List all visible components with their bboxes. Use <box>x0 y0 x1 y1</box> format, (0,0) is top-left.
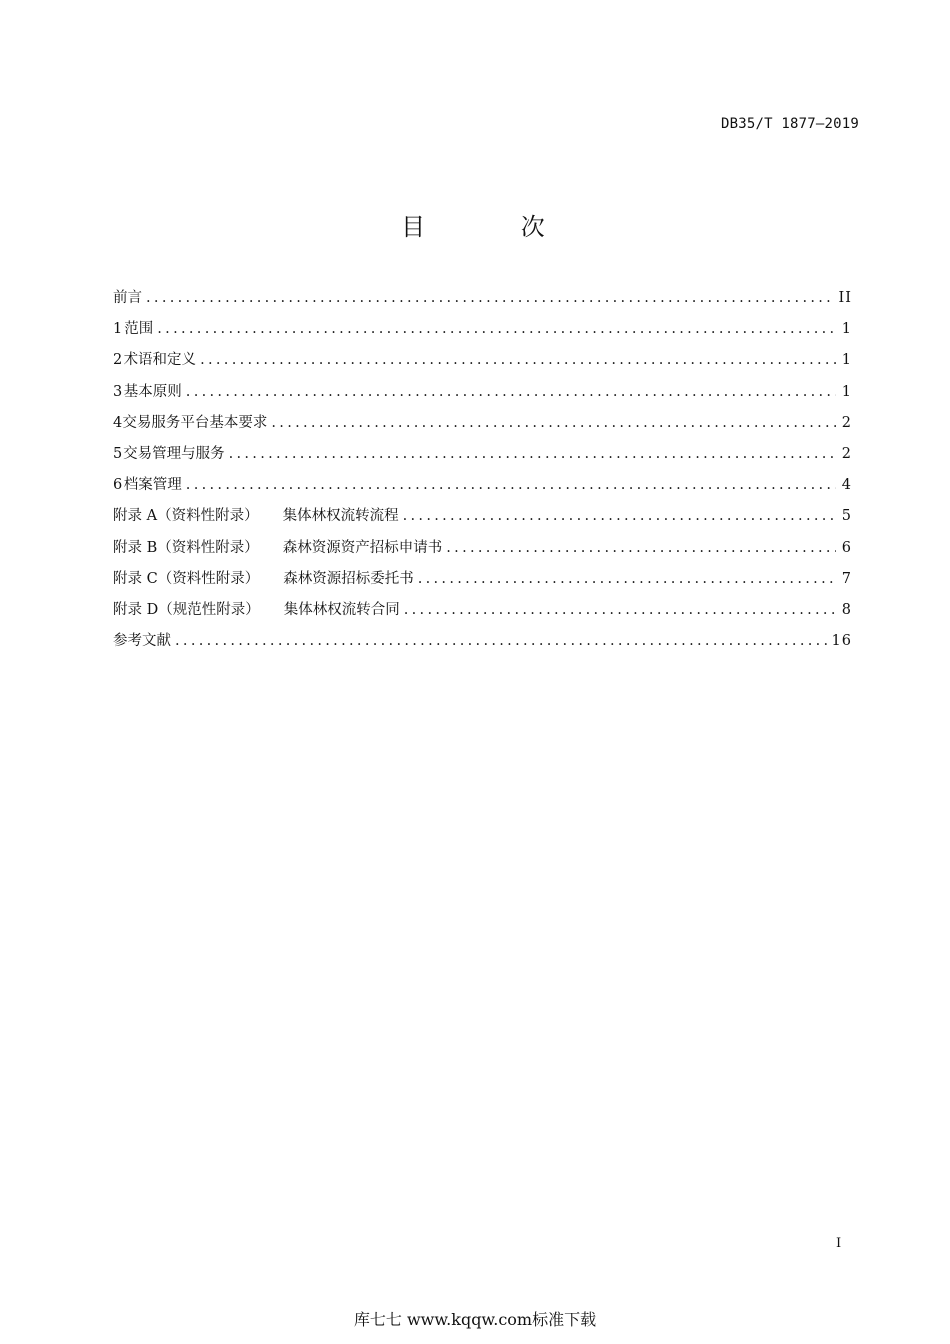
toc-leader-dots <box>200 352 836 368</box>
toc-leader-dots <box>186 384 836 400</box>
toc-entry-label: 集体林权流转流程 <box>282 508 399 525</box>
toc-entry-number: 4 <box>113 414 123 431</box>
toc-entry-number: 2 <box>113 352 123 369</box>
toc-leader-dots <box>186 477 836 493</box>
toc-entry-appendix-a[interactable] <box>113 504 852 535</box>
toc-entry-page: 16 <box>831 633 852 650</box>
toc-leader-dots <box>271 415 836 431</box>
toc-entry-trade-management[interactable] <box>113 442 852 473</box>
toc-appendix-label: 附录 B（资料性附录） <box>113 539 259 556</box>
toc-entry-label: 集体林权流转合同 <box>283 601 400 618</box>
toc-entry-page: 4 <box>841 477 852 494</box>
toc-entry-scope[interactable] <box>113 317 852 348</box>
toc-entry-label: 交易管理与服务 <box>123 445 225 462</box>
toc-leader-dots <box>446 540 836 556</box>
toc-entry-terms[interactable] <box>113 348 852 379</box>
toc-entry-appendix-c[interactable] <box>113 567 852 598</box>
toc-entry-page: 8 <box>841 601 852 618</box>
page-title: 目 次 <box>401 213 589 241</box>
table-of-contents <box>113 286 852 660</box>
toc-appendix-label: 附录 A（资料性附录） <box>113 508 259 525</box>
page-number: I <box>836 1236 842 1251</box>
toc-entry-page: 2 <box>841 414 852 431</box>
toc-entry-number: 6 <box>113 477 123 494</box>
toc-entry-label: 交易服务平台基本要求 <box>122 414 268 431</box>
toc-entry-page: 2 <box>841 445 852 462</box>
toc-leader-dots <box>175 633 828 649</box>
toc-entry-label: 档案管理 <box>123 477 182 494</box>
toc-leader-dots <box>404 602 836 618</box>
toc-entry-number: 5 <box>113 445 123 462</box>
toc-entry-label: 术语和定义 <box>123 352 197 369</box>
toc-leader-dots <box>403 508 836 524</box>
toc-entry-page: 5 <box>841 508 852 525</box>
toc-entry-page: 7 <box>841 570 852 587</box>
toc-entry-page: II <box>838 290 852 306</box>
toc-entry-label: 基本原则 <box>123 383 182 400</box>
toc-appendix-label: 附录 C（资料性附录） <box>113 570 260 587</box>
toc-entry-number: 3 <box>113 383 123 400</box>
toc-leader-dots <box>229 446 836 462</box>
toc-entry-archive-management[interactable] <box>113 473 852 504</box>
toc-entry-principles[interactable] <box>113 380 852 411</box>
toc-entry-foreword[interactable] <box>113 286 852 317</box>
toc-entry-page: 1 <box>841 321 852 338</box>
toc-entry-appendix-d[interactable] <box>113 598 852 629</box>
toc-entry-label: 森林资源招标委托书 <box>283 570 414 587</box>
toc-entry-appendix-b[interactable] <box>113 536 852 567</box>
toc-entry-platform-requirements[interactable] <box>113 411 852 442</box>
toc-entry-label: 参考文献 <box>113 633 171 650</box>
toc-entry-references[interactable] <box>113 629 852 660</box>
toc-entry-page: 6 <box>841 539 852 556</box>
toc-entry-page: 1 <box>841 383 852 400</box>
toc-entry-label: 前言 <box>113 290 142 306</box>
toc-entry-page: 1 <box>841 352 852 369</box>
toc-appendix-label: 附录 D（规范性附录） <box>113 601 260 618</box>
document-code: DB35/T 1877—2019 <box>720 116 859 132</box>
toc-leader-dots <box>146 290 835 306</box>
footer-watermark: 库七七 www.kqqw.com标准下载 <box>353 1310 597 1329</box>
toc-leader-dots <box>157 321 836 337</box>
toc-entry-label: 森林资源资产招标申请书 <box>282 539 443 556</box>
toc-leader-dots <box>418 571 836 587</box>
toc-entry-label: 范围 <box>124 321 154 338</box>
toc-entry-number: 1 <box>113 321 123 338</box>
